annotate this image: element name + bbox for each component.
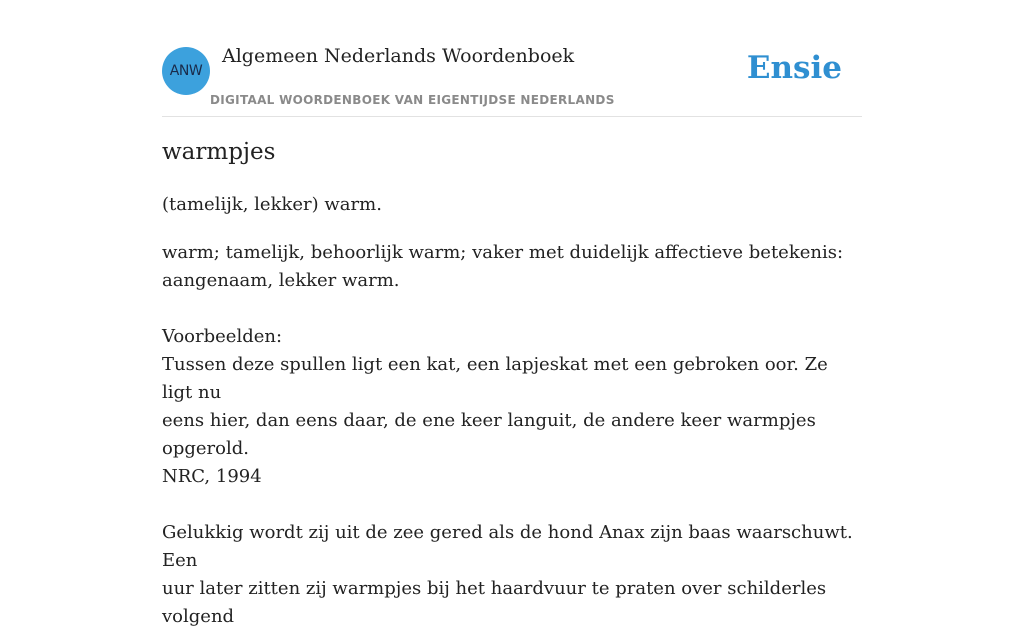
long-definition	[162, 239, 862, 631]
spacer	[162, 295, 862, 323]
example-source: NRC, 1994	[162, 466, 262, 487]
page	[162, 0, 862, 627]
site-title[interactable]: Algemeen Nederlands Woordenboek	[222, 45, 575, 67]
definition-line: aangenaam, lekker warm.	[162, 270, 400, 291]
short-definition: (tamelijk, lekker) warm.	[162, 194, 382, 215]
anw-logo[interactable]: ANW	[162, 47, 210, 95]
definition-line: warm; tamelijk, behoorlijk warm; vaker met duidelijk affectieve betekenis:	[162, 242, 844, 263]
example-line: eens hier, dan eens daar, de ene keer languit, de andere keer warmpjes opgerold.	[162, 410, 816, 459]
spacer	[162, 491, 862, 519]
ensie-brand-link[interactable]: Ensie	[746, 50, 842, 86]
entry-headword: warmpjes	[162, 139, 276, 165]
site-header	[162, 0, 862, 117]
site-subtitle: DIGITAAL WOORDENBOEK VAN EIGENTIJDSE NEDERLANDS	[210, 93, 615, 107]
examples-label: Voorbeelden:	[162, 326, 283, 347]
example-line: Gelukkig wordt zij uit de zee gered als de hond Anax zijn baas waarschuwt. Een	[162, 522, 853, 571]
example-line: Tussen deze spullen ligt een kat, een lapjeskat met een gebroken oor. Ze ligt nu	[162, 354, 828, 403]
example-line: uur later zitten zij warmpjes bij het haardvuur te praten over schilderles volgend	[162, 578, 827, 627]
